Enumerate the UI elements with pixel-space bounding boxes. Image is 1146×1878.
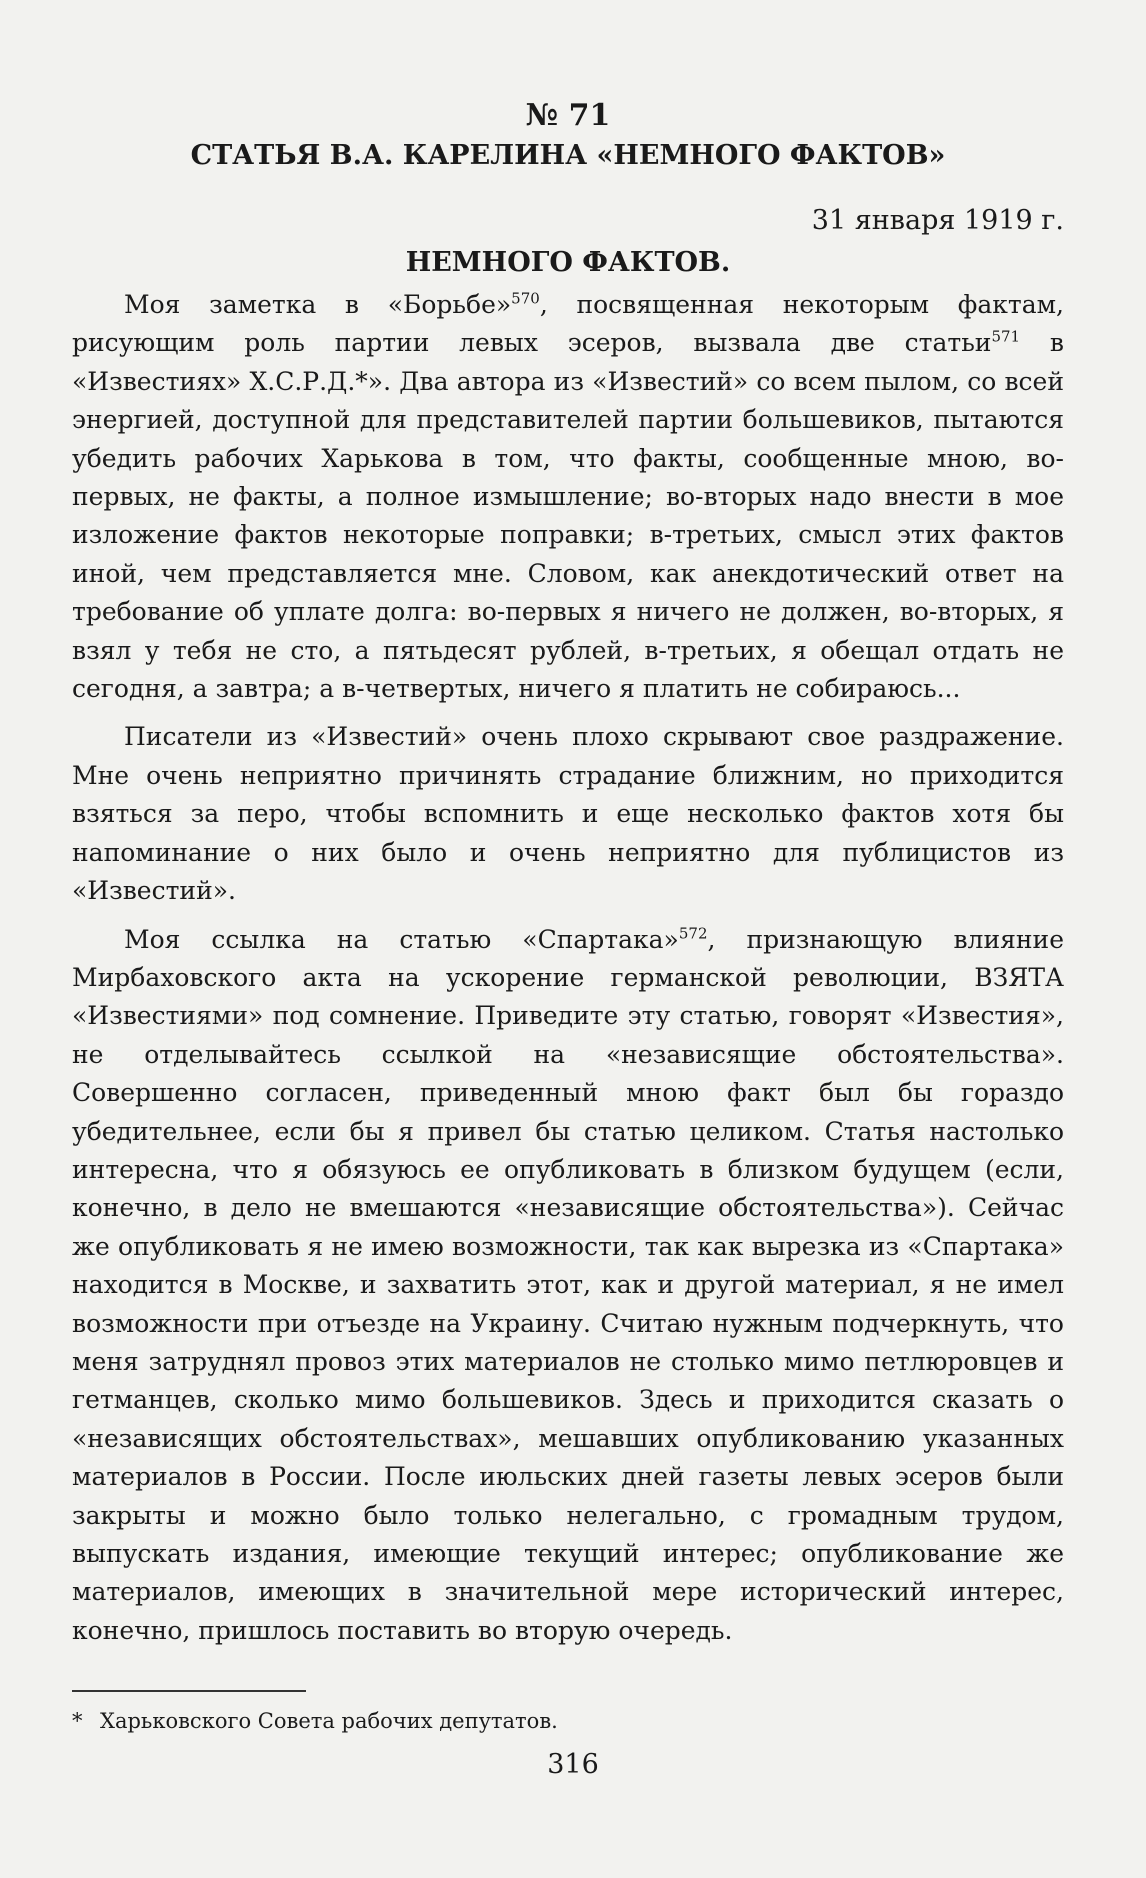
document-number: № 71 — [525, 98, 611, 133]
footnote-ref-571: 571 — [991, 328, 1021, 347]
document-heading: СТАТЬЯ В.А. КАРЕЛИНА «НЕМНОГО ФАКТОВ» — [190, 140, 946, 171]
footnote — [72, 1706, 1064, 1736]
footnote-marker: * — [72, 1709, 83, 1734]
footnote-ref-572: 572 — [678, 924, 708, 943]
document-page — [72, 96, 1064, 1736]
article-title: НЕМНОГО ФАКТОВ. — [405, 247, 731, 278]
document-date: 31 января 1919 г. — [811, 205, 1064, 236]
page-number: 316 — [547, 1749, 599, 1780]
paragraph-3-text-a: Моя ссылка на статью «Спартака» — [124, 924, 679, 954]
footnote-text: Харьковского Совета рабочих депутатов. — [100, 1709, 558, 1734]
paragraph-3-text-b: , признающую влияние Мирбаховского акта на ускорение германской революции, ВЗЯТА «Известиями» под сомнение. Приведите эту статью, говорят «Известия», не отделывайтесь ссылкой на «независящие обстоятельства». Совершенно согласен, приведенный мною факт был бы гораздо убедительнее, если бы я привел бы статью целиком. Статья настолько интересна, что я обязуюсь ее опубликовать в близком будущем (если, конечно, в дело не вмешаются «независящие обстоятельства»). Сейчас же опубликовать я не имею возможности, так как вырезка из «Спартака» находится в Москве, и захватить этот, как и другой материал, я не имел возможности при отъезде на Украину. Считаю нужным подчеркнуть, что меня затруднял провоз этих материалов не столько мимо петлюровцев и гетманцев, сколько мимо большевиков. Здесь и приходится сказать о «независящих обстоятельствах», мешавших опубликованию указанных материалов в России. После июльских дней газеты левых эсеров были закрыты и можно было только нелегально, с громадным трудом, выпускать издания, имеющие текущий интерес; опубликование же материалов, имеющих в значительной мере исторический интерес, конечно, пришлось поставить во вторую очередь. — [72, 924, 1064, 1645]
paragraph-1-text-c: в «Известиях» Х.С.Р.Д.*». Два автора из «Известий» со всем пылом, со всей энергией, доступной для представителей партии большевиков, пытаются убедить рабочих Харькова в том, что факты, сообщенные мною, во-первых, не факты, а полное измышление; во-вторых надо внести в мое изложение фактов некоторые поправки; в-третьих, смысл этих фактов иной, чем представляется мне. Словом, как анекдотический ответ на требование об уплате долга: во-первых я ничего не должен, во-вторых, я взял у тебя не сто, а пятьдесят рублей, в-третьих, я обещал отдать не сегодня, а завтра; а в-четвертых, ничего я платить не собираюсь... — [72, 328, 1064, 704]
paragraph-1 — [72, 286, 1064, 708]
paragraph-3 — [72, 921, 1064, 1651]
paragraph-1-text-a: Моя заметка в «Борьбе» — [124, 290, 512, 319]
footnote-ref-570: 570 — [511, 289, 540, 308]
paragraph-2: Писатели из «Известий» очень плохо скрывают свое раздражение. Мне очень неприятно причинять страдание ближним, но приходится взяться за перо, чтобы вспомнить и еще несколько фактов хотя бы напоминание о них было и очень неприятно для публицистов из «Известий». — [72, 722, 1064, 906]
paragraph-1-text-b: , посвященная некоторым фактам, рисующим роль партии левых эсеров, вызвала две статьи — [72, 290, 1064, 358]
footnote-divider — [72, 1690, 306, 1692]
